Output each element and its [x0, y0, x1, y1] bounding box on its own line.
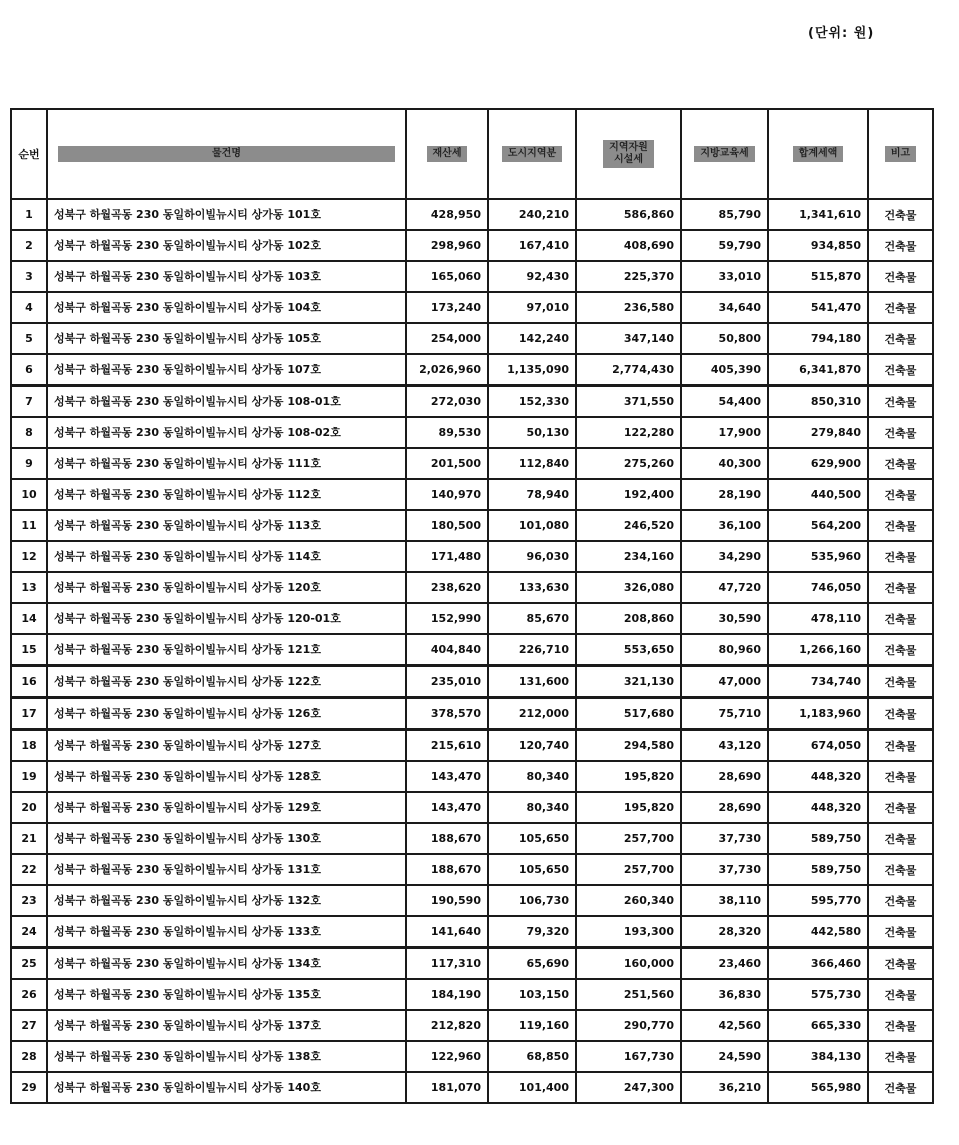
cell-note: 건축물 [868, 479, 933, 510]
table-row [11, 510, 933, 541]
cell-item-name: 성북구 하월곡동 230 동일하이빌뉴시티 상가동 129호 [47, 792, 406, 823]
cell-urban-area-tax: 120,740 [488, 730, 576, 762]
cell-note: 건축물 [868, 292, 933, 323]
cell-property-tax: 122,960 [406, 1041, 488, 1072]
cell-property-tax: 141,640 [406, 916, 488, 948]
cell-item-name: 성북구 하월곡동 230 동일하이빌뉴시티 상가동 103호 [47, 261, 406, 292]
cell-item-name: 성북구 하월곡동 230 동일하이빌뉴시티 상가동 108-02호 [47, 417, 406, 448]
cell-note: 건축물 [868, 730, 933, 762]
table-row [11, 1072, 933, 1103]
cell-item-name: 성북구 하월곡동 230 동일하이빌뉴시티 상가동 131호 [47, 854, 406, 885]
header-name [47, 109, 406, 199]
cell-total-tax: 934,850 [768, 230, 868, 261]
cell-row-number: 19 [11, 761, 47, 792]
cell-total-tax: 746,050 [768, 572, 868, 603]
cell-row-number: 21 [11, 823, 47, 854]
cell-regional-resource-tax: 408,690 [576, 230, 681, 261]
cell-property-tax: 188,670 [406, 854, 488, 885]
cell-regional-resource-tax: 234,160 [576, 541, 681, 572]
cell-property-tax: 428,950 [406, 199, 488, 230]
cell-property-tax: 378,570 [406, 698, 488, 730]
cell-item-name: 성북구 하월곡동 230 동일하이빌뉴시티 상가동 120호 [47, 572, 406, 603]
cell-local-education-tax: 54,400 [681, 386, 768, 418]
cell-regional-resource-tax: 326,080 [576, 572, 681, 603]
cell-urban-area-tax: 65,690 [488, 948, 576, 980]
cell-urban-area-tax: 101,400 [488, 1072, 576, 1103]
cell-regional-resource-tax: 294,580 [576, 730, 681, 762]
table-row [11, 730, 933, 762]
cell-total-tax: 279,840 [768, 417, 868, 448]
cell-property-tax: 190,590 [406, 885, 488, 916]
cell-local-education-tax: 40,300 [681, 448, 768, 479]
cell-local-education-tax: 405,390 [681, 354, 768, 386]
cell-regional-resource-tax: 236,580 [576, 292, 681, 323]
cell-item-name: 성북구 하월곡동 230 동일하이빌뉴시티 상가동 140호 [47, 1072, 406, 1103]
cell-row-number: 16 [11, 666, 47, 698]
cell-row-number: 29 [11, 1072, 47, 1103]
cell-regional-resource-tax: 257,700 [576, 854, 681, 885]
cell-row-number: 28 [11, 1041, 47, 1072]
cell-note: 건축물 [868, 448, 933, 479]
table-row [11, 916, 933, 948]
cell-urban-area-tax: 131,600 [488, 666, 576, 698]
cell-item-name: 성북구 하월곡동 230 동일하이빌뉴시티 상가동 121호 [47, 634, 406, 666]
cell-regional-resource-tax: 160,000 [576, 948, 681, 980]
table-row [11, 979, 933, 1010]
cell-row-number: 3 [11, 261, 47, 292]
cell-total-tax: 440,500 [768, 479, 868, 510]
cell-property-tax: 171,480 [406, 541, 488, 572]
header-regional-resource-label: 지역자원 시설세 [603, 140, 654, 168]
table-row [11, 854, 933, 885]
cell-property-tax: 188,670 [406, 823, 488, 854]
cell-item-name: 성북구 하월곡동 230 동일하이빌뉴시티 상가동 135호 [47, 979, 406, 1010]
cell-note: 건축물 [868, 199, 933, 230]
cell-item-name: 성북구 하월곡동 230 동일하이빌뉴시티 상가동 138호 [47, 1041, 406, 1072]
cell-total-tax: 850,310 [768, 386, 868, 418]
cell-row-number: 15 [11, 634, 47, 666]
cell-local-education-tax: 28,320 [681, 916, 768, 948]
cell-note: 건축물 [868, 634, 933, 666]
cell-item-name: 성북구 하월곡동 230 동일하이빌뉴시티 상가동 108-01호 [47, 386, 406, 418]
cell-total-tax: 589,750 [768, 823, 868, 854]
cell-local-education-tax: 23,460 [681, 948, 768, 980]
cell-property-tax: 298,960 [406, 230, 488, 261]
cell-note: 건축물 [868, 417, 933, 448]
cell-local-education-tax: 37,730 [681, 854, 768, 885]
cell-note: 건축물 [868, 666, 933, 698]
cell-row-number: 25 [11, 948, 47, 980]
cell-local-education-tax: 17,900 [681, 417, 768, 448]
table-row [11, 948, 933, 980]
cell-property-tax: 235,010 [406, 666, 488, 698]
cell-total-tax: 794,180 [768, 323, 868, 354]
cell-total-tax: 442,580 [768, 916, 868, 948]
cell-regional-resource-tax: 251,560 [576, 979, 681, 1010]
cell-item-name: 성북구 하월곡동 230 동일하이빌뉴시티 상가동 130호 [47, 823, 406, 854]
cell-row-number: 14 [11, 603, 47, 634]
cell-local-education-tax: 36,210 [681, 1072, 768, 1103]
cell-urban-area-tax: 212,000 [488, 698, 576, 730]
cell-urban-area-tax: 50,130 [488, 417, 576, 448]
cell-local-education-tax: 34,640 [681, 292, 768, 323]
cell-regional-resource-tax: 167,730 [576, 1041, 681, 1072]
header-total-label: 합계세액 [793, 146, 844, 162]
cell-row-number: 8 [11, 417, 47, 448]
cell-note: 건축물 [868, 386, 933, 418]
cell-total-tax: 541,470 [768, 292, 868, 323]
cell-row-number: 11 [11, 510, 47, 541]
cell-urban-area-tax: 85,670 [488, 603, 576, 634]
cell-local-education-tax: 28,190 [681, 479, 768, 510]
cell-total-tax: 565,980 [768, 1072, 868, 1103]
cell-regional-resource-tax: 246,520 [576, 510, 681, 541]
cell-urban-area-tax: 142,240 [488, 323, 576, 354]
cell-regional-resource-tax: 321,130 [576, 666, 681, 698]
cell-total-tax: 535,960 [768, 541, 868, 572]
cell-note: 건축물 [868, 885, 933, 916]
cell-regional-resource-tax: 2,774,430 [576, 354, 681, 386]
cell-property-tax: 173,240 [406, 292, 488, 323]
header-no [11, 109, 47, 199]
cell-item-name: 성북구 하월곡동 230 동일하이빌뉴시티 상가동 126호 [47, 698, 406, 730]
header-note-label: 비고 [885, 146, 916, 162]
cell-urban-area-tax: 105,650 [488, 854, 576, 885]
cell-local-education-tax: 37,730 [681, 823, 768, 854]
header-total [768, 109, 868, 199]
cell-urban-area-tax: 106,730 [488, 885, 576, 916]
cell-total-tax: 575,730 [768, 979, 868, 1010]
cell-local-education-tax: 43,120 [681, 730, 768, 762]
cell-regional-resource-tax: 192,400 [576, 479, 681, 510]
cell-item-name: 성북구 하월곡동 230 동일하이빌뉴시티 상가동 104호 [47, 292, 406, 323]
table-row [11, 292, 933, 323]
cell-local-education-tax: 80,960 [681, 634, 768, 666]
cell-property-tax: 117,310 [406, 948, 488, 980]
cell-total-tax: 448,320 [768, 761, 868, 792]
tax-table [10, 108, 934, 1104]
cell-local-education-tax: 75,710 [681, 698, 768, 730]
cell-row-number: 6 [11, 354, 47, 386]
header-no-label: 순번 [18, 148, 40, 161]
table-row [11, 354, 933, 386]
cell-regional-resource-tax: 290,770 [576, 1010, 681, 1041]
cell-property-tax: 212,820 [406, 1010, 488, 1041]
cell-total-tax: 674,050 [768, 730, 868, 762]
cell-property-tax: 143,470 [406, 761, 488, 792]
header-note [868, 109, 933, 199]
cell-note: 건축물 [868, 230, 933, 261]
cell-local-education-tax: 28,690 [681, 792, 768, 823]
cell-row-number: 22 [11, 854, 47, 885]
cell-row-number: 13 [11, 572, 47, 603]
cell-row-number: 26 [11, 979, 47, 1010]
table-row [11, 666, 933, 698]
cell-note: 건축물 [868, 1072, 933, 1103]
cell-urban-area-tax: 96,030 [488, 541, 576, 572]
cell-property-tax: 238,620 [406, 572, 488, 603]
cell-regional-resource-tax: 347,140 [576, 323, 681, 354]
cell-note: 건축물 [868, 823, 933, 854]
cell-row-number: 7 [11, 386, 47, 418]
cell-total-tax: 595,770 [768, 885, 868, 916]
cell-urban-area-tax: 80,340 [488, 792, 576, 823]
cell-total-tax: 515,870 [768, 261, 868, 292]
cell-urban-area-tax: 167,410 [488, 230, 576, 261]
cell-item-name: 성북구 하월곡동 230 동일하이빌뉴시티 상가동 114호 [47, 541, 406, 572]
cell-note: 건축물 [868, 1041, 933, 1072]
cell-item-name: 성북구 하월곡동 230 동일하이빌뉴시티 상가동 122호 [47, 666, 406, 698]
cell-total-tax: 384,130 [768, 1041, 868, 1072]
cell-note: 건축물 [868, 916, 933, 948]
cell-total-tax: 665,330 [768, 1010, 868, 1041]
cell-local-education-tax: 38,110 [681, 885, 768, 916]
cell-property-tax: 2,026,960 [406, 354, 488, 386]
cell-urban-area-tax: 79,320 [488, 916, 576, 948]
table-row [11, 417, 933, 448]
cell-regional-resource-tax: 247,300 [576, 1072, 681, 1103]
cell-property-tax: 143,470 [406, 792, 488, 823]
header-property-tax-label: 재산세 [427, 146, 468, 162]
cell-row-number: 18 [11, 730, 47, 762]
cell-regional-resource-tax: 122,280 [576, 417, 681, 448]
cell-regional-resource-tax: 275,260 [576, 448, 681, 479]
cell-property-tax: 201,500 [406, 448, 488, 479]
table-row [11, 698, 933, 730]
cell-row-number: 24 [11, 916, 47, 948]
cell-local-education-tax: 36,100 [681, 510, 768, 541]
cell-regional-resource-tax: 553,650 [576, 634, 681, 666]
cell-total-tax: 1,341,610 [768, 199, 868, 230]
cell-note: 건축물 [868, 854, 933, 885]
cell-property-tax: 152,990 [406, 603, 488, 634]
table-row [11, 386, 933, 418]
cell-note: 건축물 [868, 792, 933, 823]
cell-total-tax: 1,183,960 [768, 698, 868, 730]
cell-item-name: 성북구 하월곡동 230 동일하이빌뉴시티 상가동 133호 [47, 916, 406, 948]
cell-regional-resource-tax: 195,820 [576, 761, 681, 792]
cell-local-education-tax: 34,290 [681, 541, 768, 572]
cell-urban-area-tax: 68,850 [488, 1041, 576, 1072]
table-row [11, 479, 933, 510]
cell-row-number: 5 [11, 323, 47, 354]
cell-urban-area-tax: 103,150 [488, 979, 576, 1010]
cell-property-tax: 272,030 [406, 386, 488, 418]
cell-property-tax: 180,500 [406, 510, 488, 541]
cell-total-tax: 564,200 [768, 510, 868, 541]
table-row [11, 792, 933, 823]
cell-note: 건축물 [868, 948, 933, 980]
cell-item-name: 성북구 하월곡동 230 동일하이빌뉴시티 상가동 132호 [47, 885, 406, 916]
cell-item-name: 성북구 하월곡동 230 동일하이빌뉴시티 상가동 113호 [47, 510, 406, 541]
header-local-education [681, 109, 768, 199]
cell-local-education-tax: 33,010 [681, 261, 768, 292]
cell-urban-area-tax: 101,080 [488, 510, 576, 541]
cell-total-tax: 734,740 [768, 666, 868, 698]
cell-local-education-tax: 59,790 [681, 230, 768, 261]
cell-row-number: 12 [11, 541, 47, 572]
cell-note: 건축물 [868, 541, 933, 572]
header-name-label: 물건명 [58, 146, 395, 162]
cell-row-number: 17 [11, 698, 47, 730]
cell-local-education-tax: 42,560 [681, 1010, 768, 1041]
header-regional-resource [576, 109, 681, 199]
cell-total-tax: 366,460 [768, 948, 868, 980]
cell-total-tax: 478,110 [768, 603, 868, 634]
cell-item-name: 성북구 하월곡동 230 동일하이빌뉴시티 상가동 134호 [47, 948, 406, 980]
cell-regional-resource-tax: 517,680 [576, 698, 681, 730]
cell-regional-resource-tax: 208,860 [576, 603, 681, 634]
cell-row-number: 20 [11, 792, 47, 823]
cell-row-number: 4 [11, 292, 47, 323]
table-row [11, 230, 933, 261]
cell-item-name: 성북구 하월곡동 230 동일하이빌뉴시티 상가동 137호 [47, 1010, 406, 1041]
cell-property-tax: 165,060 [406, 261, 488, 292]
table-row [11, 761, 933, 792]
cell-row-number: 27 [11, 1010, 47, 1041]
header-property-tax [406, 109, 488, 199]
table-row [11, 885, 933, 916]
cell-total-tax: 629,900 [768, 448, 868, 479]
cell-total-tax: 6,341,870 [768, 354, 868, 386]
cell-row-number: 2 [11, 230, 47, 261]
cell-note: 건축물 [868, 572, 933, 603]
cell-local-education-tax: 47,000 [681, 666, 768, 698]
header-urban-area-label: 도시지역분 [502, 146, 562, 162]
cell-regional-resource-tax: 195,820 [576, 792, 681, 823]
cell-row-number: 1 [11, 199, 47, 230]
table-row [11, 603, 933, 634]
table-row [11, 572, 933, 603]
cell-urban-area-tax: 152,330 [488, 386, 576, 418]
cell-urban-area-tax: 240,210 [488, 199, 576, 230]
cell-property-tax: 184,190 [406, 979, 488, 1010]
table-row [11, 448, 933, 479]
table-row [11, 261, 933, 292]
cell-item-name: 성북구 하월곡동 230 동일하이빌뉴시티 상가동 128호 [47, 761, 406, 792]
cell-urban-area-tax: 226,710 [488, 634, 576, 666]
cell-urban-area-tax: 78,940 [488, 479, 576, 510]
cell-note: 건축물 [868, 323, 933, 354]
table-row [11, 823, 933, 854]
header-row [11, 109, 933, 199]
cell-local-education-tax: 50,800 [681, 323, 768, 354]
cell-urban-area-tax: 1,135,090 [488, 354, 576, 386]
cell-note: 건축물 [868, 979, 933, 1010]
table-row [11, 1041, 933, 1072]
cell-item-name: 성북구 하월곡동 230 동일하이빌뉴시티 상가동 112호 [47, 479, 406, 510]
cell-urban-area-tax: 133,630 [488, 572, 576, 603]
cell-local-education-tax: 36,830 [681, 979, 768, 1010]
cell-regional-resource-tax: 257,700 [576, 823, 681, 854]
table-row [11, 323, 933, 354]
cell-note: 건축물 [868, 261, 933, 292]
cell-item-name: 성북구 하월곡동 230 동일하이빌뉴시티 상가동 102호 [47, 230, 406, 261]
cell-regional-resource-tax: 586,860 [576, 199, 681, 230]
cell-total-tax: 448,320 [768, 792, 868, 823]
cell-note: 건축물 [868, 1010, 933, 1041]
header-local-education-label: 지방교육세 [694, 146, 754, 162]
cell-local-education-tax: 85,790 [681, 199, 768, 230]
cell-row-number: 23 [11, 885, 47, 916]
table-row [11, 1010, 933, 1041]
table-row [11, 634, 933, 666]
cell-item-name: 성북구 하월곡동 230 동일하이빌뉴시티 상가동 120-01호 [47, 603, 406, 634]
cell-item-name: 성북구 하월곡동 230 동일하이빌뉴시티 상가동 107호 [47, 354, 406, 386]
cell-note: 건축물 [868, 510, 933, 541]
cell-property-tax: 215,610 [406, 730, 488, 762]
cell-urban-area-tax: 105,650 [488, 823, 576, 854]
cell-urban-area-tax: 119,160 [488, 1010, 576, 1041]
cell-local-education-tax: 24,590 [681, 1041, 768, 1072]
cell-local-education-tax: 28,690 [681, 761, 768, 792]
cell-local-education-tax: 47,720 [681, 572, 768, 603]
cell-item-name: 성북구 하월곡동 230 동일하이빌뉴시티 상가동 111호 [47, 448, 406, 479]
cell-note: 건축물 [868, 603, 933, 634]
cell-property-tax: 181,070 [406, 1072, 488, 1103]
cell-urban-area-tax: 112,840 [488, 448, 576, 479]
cell-total-tax: 589,750 [768, 854, 868, 885]
cell-note: 건축물 [868, 761, 933, 792]
cell-item-name: 성북구 하월곡동 230 동일하이빌뉴시티 상가동 101호 [47, 199, 406, 230]
cell-regional-resource-tax: 371,550 [576, 386, 681, 418]
cell-urban-area-tax: 97,010 [488, 292, 576, 323]
cell-row-number: 10 [11, 479, 47, 510]
cell-item-name: 성북구 하월곡동 230 동일하이빌뉴시티 상가동 105호 [47, 323, 406, 354]
cell-regional-resource-tax: 193,300 [576, 916, 681, 948]
header-urban-area [488, 109, 576, 199]
unit-label: (단위: 원) [808, 26, 875, 41]
cell-note: 건축물 [868, 698, 933, 730]
cell-property-tax: 254,000 [406, 323, 488, 354]
cell-urban-area-tax: 80,340 [488, 761, 576, 792]
cell-regional-resource-tax: 225,370 [576, 261, 681, 292]
cell-item-name: 성북구 하월곡동 230 동일하이빌뉴시티 상가동 127호 [47, 730, 406, 762]
cell-property-tax: 140,970 [406, 479, 488, 510]
table-row [11, 541, 933, 572]
cell-urban-area-tax: 92,430 [488, 261, 576, 292]
cell-regional-resource-tax: 260,340 [576, 885, 681, 916]
table-row [11, 199, 933, 230]
cell-property-tax: 404,840 [406, 634, 488, 666]
cell-note: 건축물 [868, 354, 933, 386]
cell-property-tax: 89,530 [406, 417, 488, 448]
cell-total-tax: 1,266,160 [768, 634, 868, 666]
cell-row-number: 9 [11, 448, 47, 479]
cell-local-education-tax: 30,590 [681, 603, 768, 634]
